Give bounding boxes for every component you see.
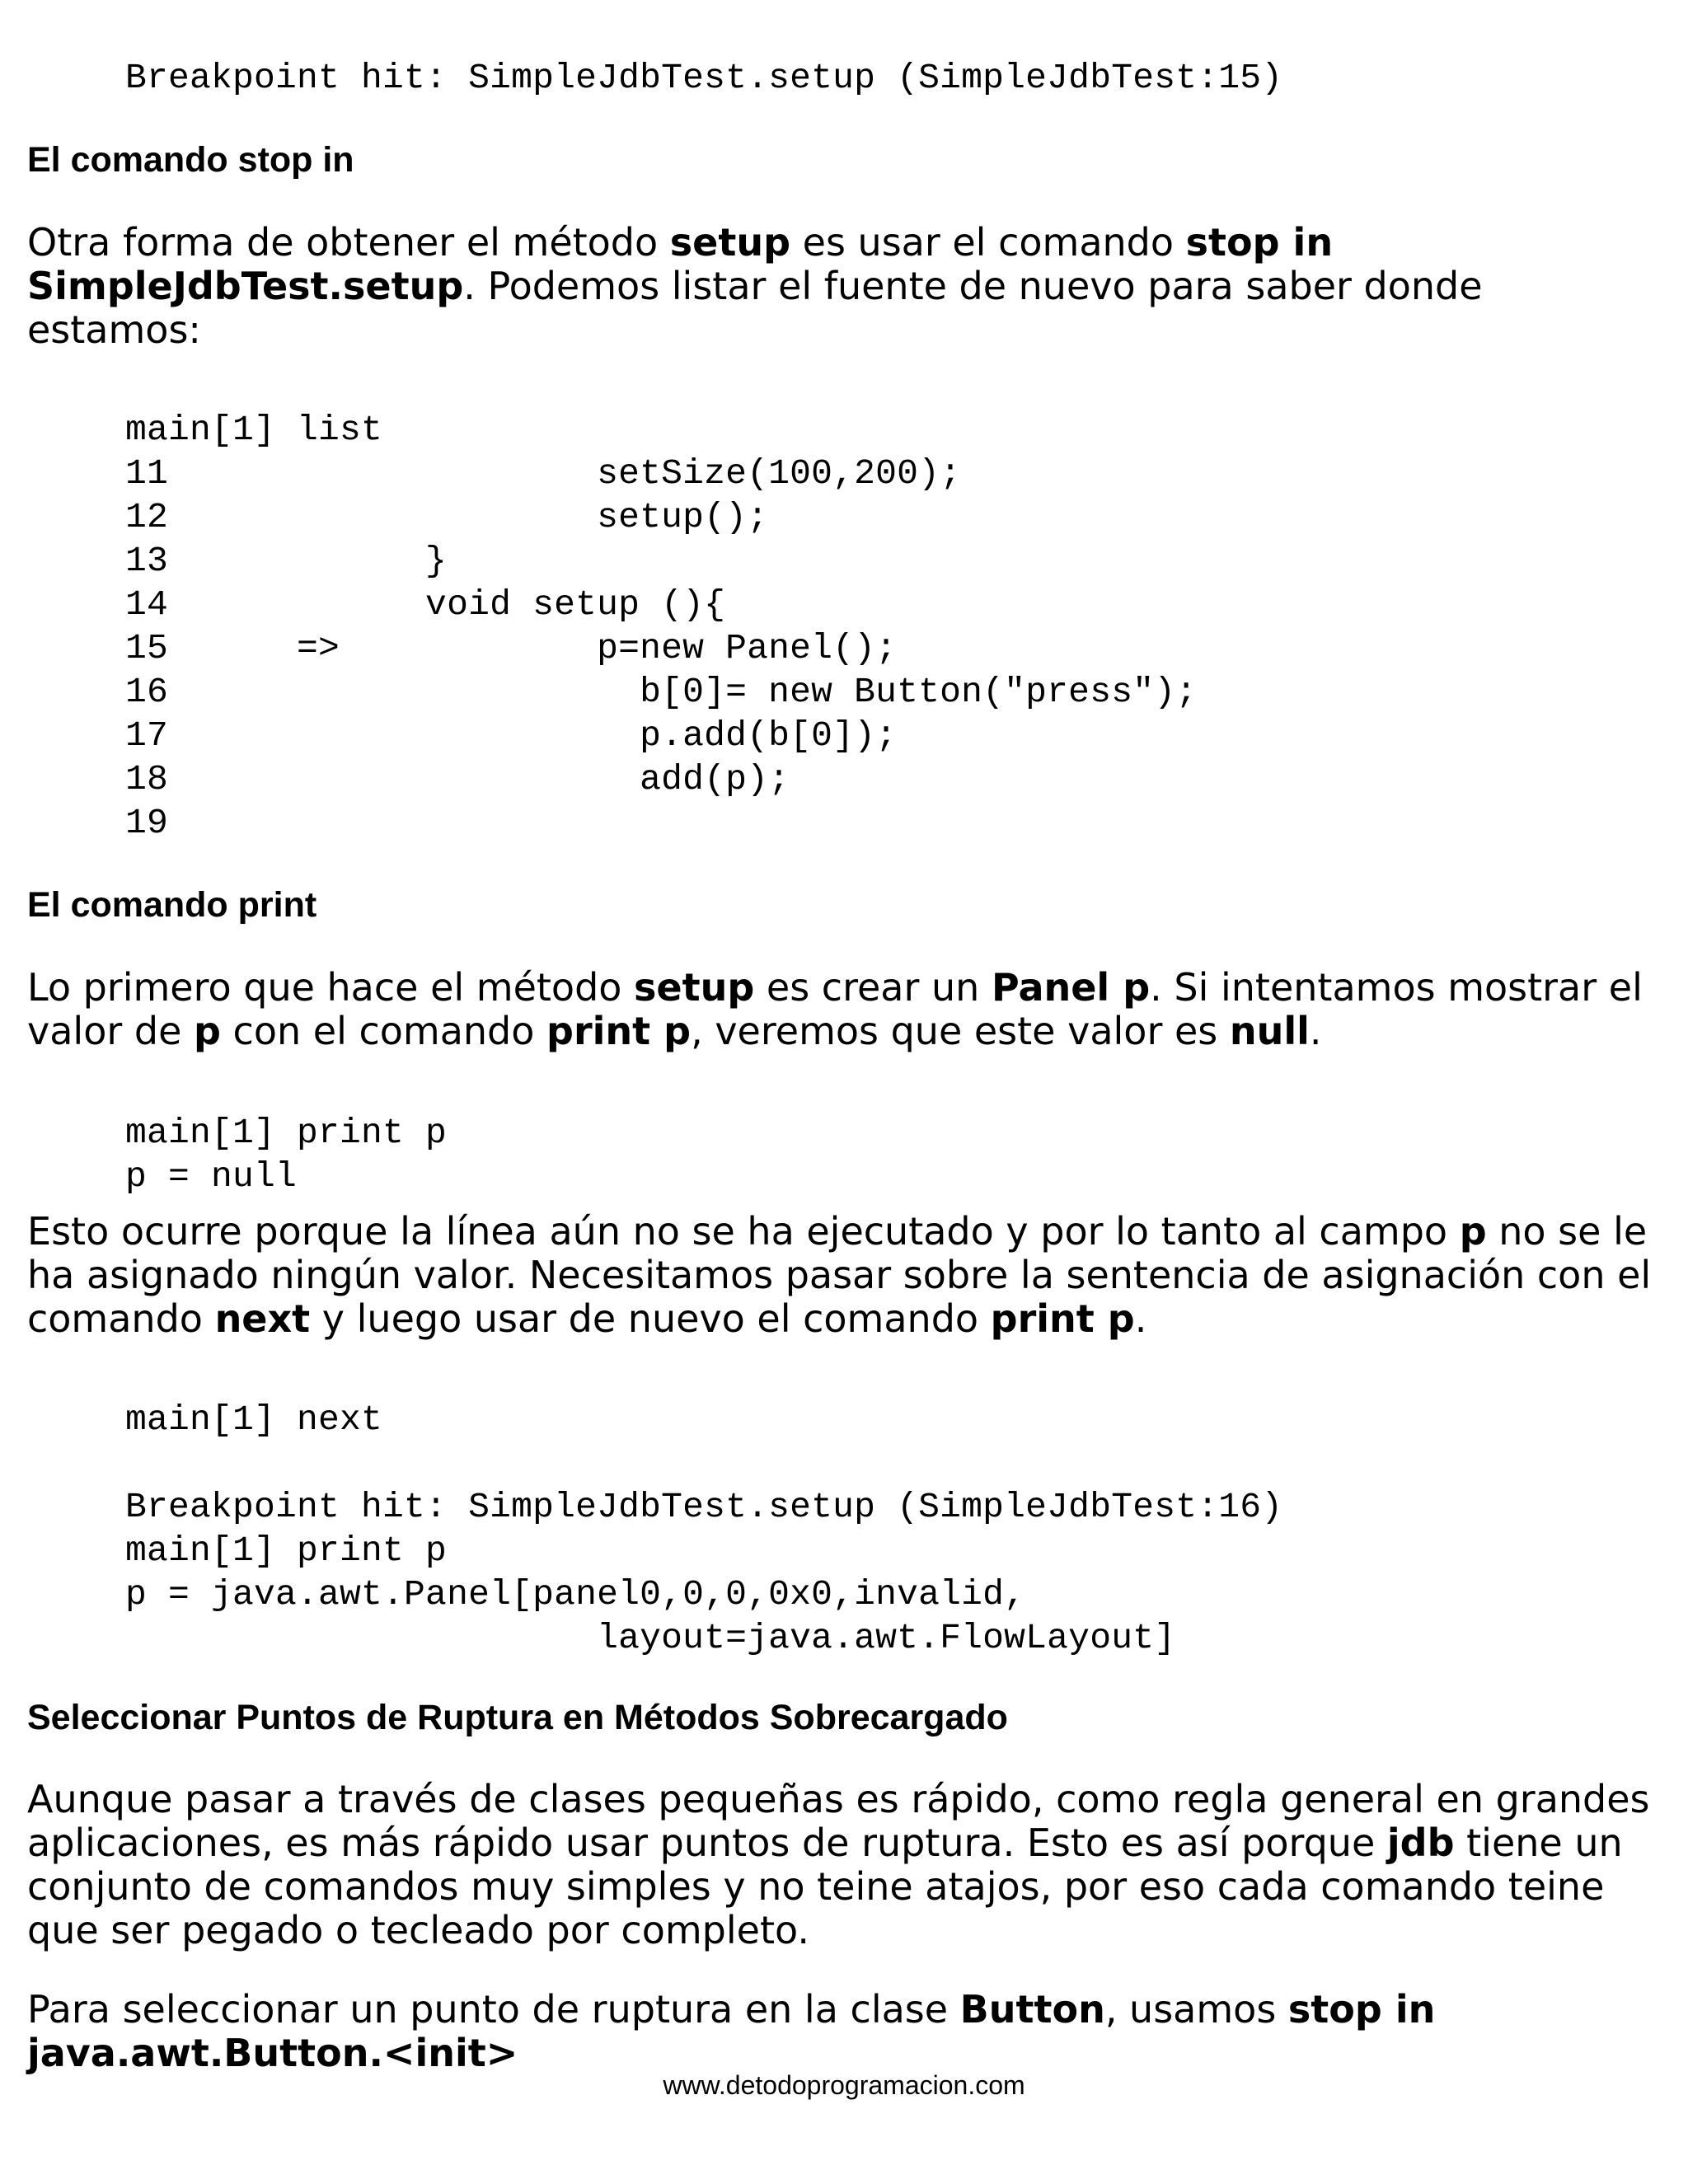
code-line: 12 setup(); — [125, 497, 769, 537]
paragraph-next — [27, 1210, 1667, 1341]
code-line: layout=java.awt.FlowLayout] — [125, 1618, 1176, 1658]
bold-text: Button — [959, 1987, 1105, 2032]
bold-text: jdb — [1386, 1821, 1455, 1865]
text-run: es usar el comando — [790, 220, 1186, 265]
text-run: y luego usar de nuevo el comando — [310, 1296, 991, 1341]
code-line: 14 void setup (){ — [125, 584, 726, 625]
text-run: Aunque pasar a través de clases pequeñas es rápido, como regla general en grandes aplicaciones, es más rápido usar puntos de ruptura. Esto es así porque — [27, 1777, 1650, 1865]
bold-text: p — [194, 1009, 221, 1053]
bold-text: stop in SimpleJdbTest.setup — [27, 220, 1334, 308]
text-run: , veremos que este valor es — [691, 1009, 1230, 1053]
text-run: con el comando — [220, 1009, 547, 1053]
code-line: main[1] list — [125, 410, 383, 450]
text-run: es crear un — [754, 965, 992, 1010]
bold-text: setup — [634, 965, 755, 1010]
text-run: . Si intentamos mostrar el valor de — [27, 965, 1643, 1053]
bold-text: p — [1459, 1209, 1487, 1254]
text-run: , usamos — [1104, 1987, 1288, 2032]
code-line: 17 p.add(b[0]); — [125, 715, 898, 756]
code-line: Breakpoint hit: SimpleJdbTest.setup (SimpleJdbTest:15) — [125, 58, 1283, 98]
code-line: 13 } — [125, 541, 448, 581]
text-run: no se le ha asignado ningún valor. Necesitamos pasar sobre la sentencia de asignación con el comando — [27, 1209, 1652, 1341]
text-run: Otra forma de obtener el método — [27, 220, 670, 265]
text-run: . — [1134, 1296, 1147, 1341]
code-block-print-null — [125, 1111, 447, 1198]
paragraph-print — [27, 966, 1667, 1053]
code-line: main[1] print p — [125, 1530, 448, 1571]
text-run: Lo primero que hace el método — [27, 965, 635, 1010]
text-run: . — [1309, 1009, 1322, 1053]
text-run: . Podemos listar el fuente de nuevo para saber donde estamos: — [27, 264, 1483, 352]
bold-text: setup — [669, 220, 791, 265]
code-line: 18 add(p); — [125, 759, 790, 799]
code-line — [125, 1441, 1282, 1485]
code-line: 11 setSize(100,200); — [125, 453, 962, 494]
code-line: 16 b[0]= new Button("press"); — [125, 672, 1198, 712]
bold-text: null — [1229, 1009, 1310, 1053]
footer-url: www.detodoprogramacion.com — [663, 2070, 1025, 2100]
code-line: Breakpoint hit: SimpleJdbTest.setup (SimpleJdbTest:16) — [125, 1487, 1283, 1527]
section-heading-overloaded: Seleccionar Puntos de Ruptura en Métodos Sobrecargado — [27, 1698, 1008, 1737]
section-heading-print: El comando print — [27, 885, 317, 925]
paragraph-breakpoints — [27, 1778, 1667, 1952]
code-line: 19 — [125, 803, 169, 843]
code-line: 15 => p=new Panel(); — [125, 628, 898, 668]
code-line: p = java.awt.Panel[panel0,0,0,0x0,invalid, — [125, 1574, 1026, 1615]
bold-text: next — [214, 1296, 311, 1341]
bold-text: stop in java.awt.Button.<init> — [27, 1987, 1436, 2075]
bold-text: Panel p — [991, 965, 1151, 1010]
code-block-next — [125, 1398, 1282, 1660]
text-run: tiene un conjunto de comandos muy simples y no teine atajos, por eso cada comando teine que ser pegado o tecleado por completo. — [27, 1821, 1623, 1952]
code-block-breakpoint — [125, 56, 1282, 100]
code-line: p = null — [125, 1156, 298, 1197]
code-line: main[1] print p — [125, 1113, 448, 1153]
paragraph-stop-in — [27, 221, 1667, 352]
code-block-list — [125, 408, 1197, 845]
code-line: main[1] next — [125, 1399, 383, 1440]
bold-text: print p — [990, 1296, 1135, 1341]
bold-text: print p — [546, 1009, 692, 1053]
section-heading-stop-in: El comando stop in — [27, 140, 354, 180]
text-run: Para seleccionar un punto de ruptura en la clase — [27, 1987, 960, 2032]
paragraph-button — [27, 1988, 1667, 2075]
text-run: Esto ocurre porque la línea aún no se ha ejecutado y por lo tanto al campo — [27, 1209, 1460, 1254]
